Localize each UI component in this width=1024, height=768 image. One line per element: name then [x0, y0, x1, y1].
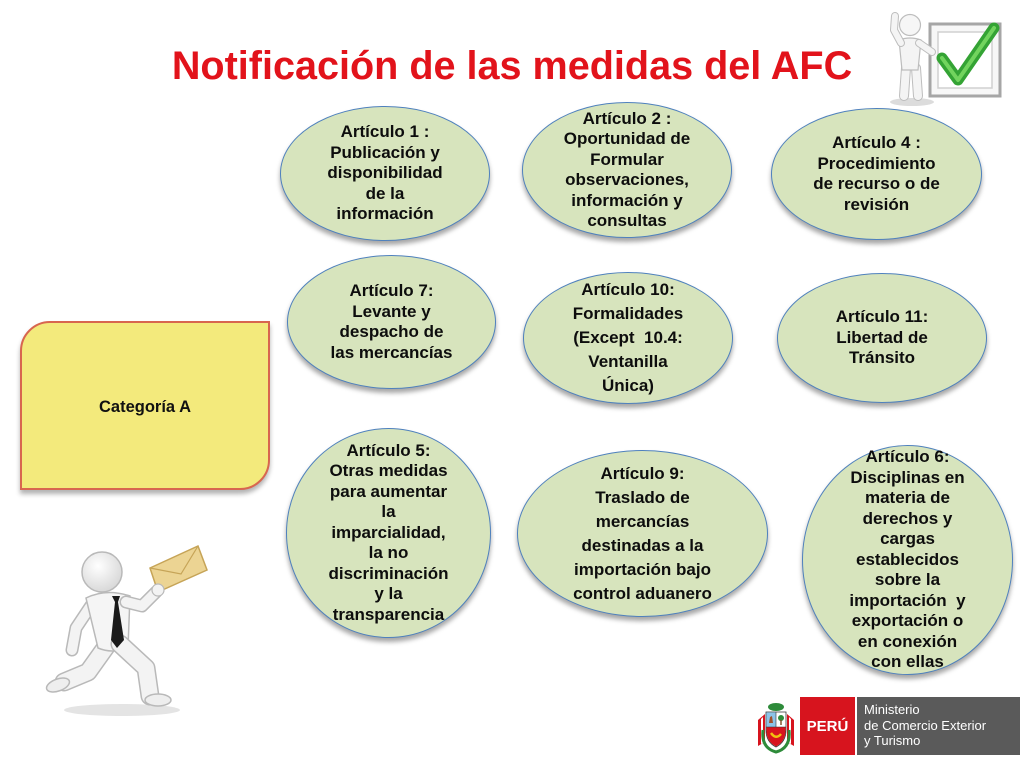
category-label: Categoría A: [99, 398, 191, 416]
article-heading: Artículo 11:: [835, 307, 929, 327]
article-5-content: [329, 441, 449, 626]
article-10-ellipse: [523, 272, 733, 404]
article-heading: Artículo 6:: [865, 447, 950, 467]
article-11-ellipse: [777, 273, 987, 403]
page-title: Notificación de las medidas del AFC: [171, 44, 853, 88]
article-2-content: [564, 109, 691, 232]
article-5-ellipse: [286, 428, 491, 638]
article-heading: Artículo 10:: [581, 280, 675, 299]
ministry-line: Ministerio: [864, 702, 920, 717]
article-6-ellipse: [802, 445, 1013, 675]
footer-logo: [755, 697, 1020, 755]
article-6-content: [849, 447, 965, 673]
article-text: Procedimiento de recurso o de revisión: [813, 153, 940, 214]
article-9-content: [573, 462, 712, 606]
article-heading: Artículo 5:: [346, 440, 431, 460]
article-heading: Artículo 4 :: [832, 133, 921, 152]
ministry-line: y Turismo: [864, 733, 921, 748]
article-9-ellipse: [517, 450, 768, 617]
article-heading: Artículo 9:: [600, 463, 685, 483]
article-text: Formalidades (Except 10.4: Ventanilla Única): [572, 304, 684, 395]
article-text: Levante y despacho de las mercancías: [330, 301, 453, 362]
article-text: Libertad de Tránsito: [836, 327, 928, 368]
article-text: Publicación y disponibilidad de la información: [327, 142, 443, 224]
article-1-content: [327, 122, 442, 225]
article-10-content: [573, 278, 684, 398]
article-text: Disciplinas en materia de derechos y cargas establecidos sobre la importación y exportación o en conexión con ellas: [849, 467, 966, 672]
article-7-content: [331, 281, 453, 363]
ministry-name-box: [857, 697, 1020, 755]
peru-label: PERÚ: [806, 717, 849, 735]
category-a-box: [20, 321, 270, 490]
peru-coat-of-arms-icon: [755, 700, 797, 754]
person-checkmark-icon: [880, 6, 1018, 110]
article-text: Traslado de mercancías destinadas a la importación bajo control aduanero: [573, 487, 712, 603]
running-man-envelope-icon: [40, 532, 220, 722]
article-1-ellipse: [280, 106, 490, 241]
article-heading: Artículo 7:: [349, 281, 434, 300]
article-heading: Artículo 2 :: [582, 108, 672, 128]
article-4-content: [813, 133, 940, 215]
article-11-content: [836, 307, 929, 369]
peru-brand-box: [800, 697, 855, 755]
article-2-ellipse: [522, 102, 732, 238]
article-4-ellipse: [771, 108, 982, 240]
article-text: Otras medidas para aumentar la imparcialidad, la no discriminación y la transparencia: [328, 461, 449, 624]
article-text: Oportunidad de Formular observaciones, información y consultas: [563, 129, 691, 230]
article-heading: Artículo 1 :: [340, 122, 430, 142]
ministry-line: de Comercio Exterior: [864, 717, 987, 733]
article-7-ellipse: [287, 255, 496, 389]
